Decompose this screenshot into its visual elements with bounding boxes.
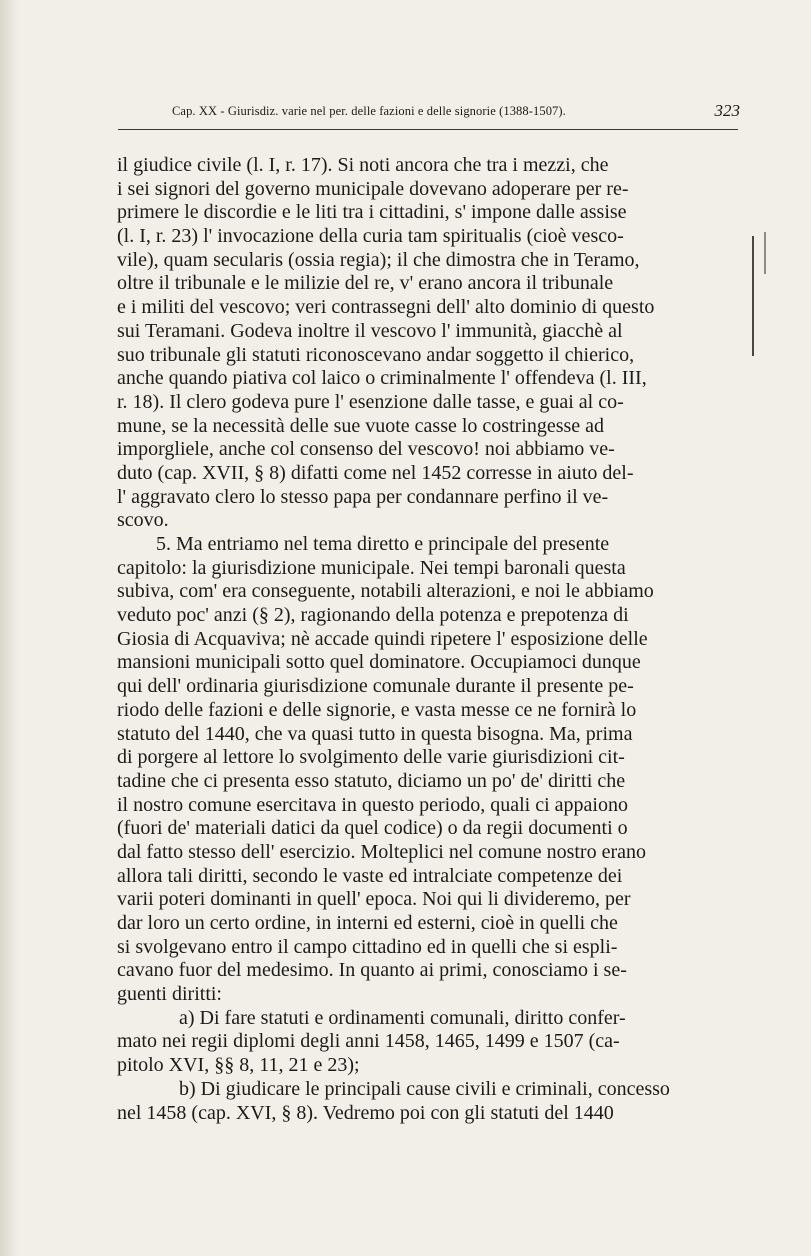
text-line: cavano fuor del medesimo. In quanto ai primi, conosciamo i se-: [117, 959, 627, 982]
text-line: oltre il tribunale e le milizie del re, v' erano ancora il tribunale: [117, 272, 614, 295]
text-line: duto (cap. XVII, § 8) difatti come nel 1452 corresse in aiuto del-: [117, 461, 634, 484]
text-line: imporgliele, anche col consenso del vescovo! noi abbiamo ve-: [117, 438, 615, 461]
text-line: riodo delle fazioni e delle signorie, e vasta messe ce ne fornirà lo: [117, 698, 637, 721]
text-line: scovo.: [117, 509, 169, 532]
text-line: mato nei regii diplomi degli anni 1458, 1465, 1499 e 1507 (ca-: [117, 1030, 620, 1053]
running-header: [172, 102, 740, 126]
text-line: veduto poc' anzi (§ 2), ragionando della potenza e prepotenza di: [117, 604, 629, 627]
text-line: subiva, com' era conseguente, notabili alterazioni, e noi le abbiamo: [117, 580, 654, 603]
text-line: mune, se la necessità delle sue vuote casse lo costringesse ad: [117, 414, 605, 437]
text-line: dal fatto stesso dell' esercizio. Molteplici nel comune nostro erano: [117, 840, 647, 863]
body-text: [117, 154, 737, 1125]
text-line: sui Teramani. Godeva inoltre il vescovo l' immunità, giacchè al: [117, 319, 623, 342]
text-line: il giudice civile (l. I, r. 17). Si noti ancora che tra i mezzi, che: [117, 154, 609, 176]
list-item-start-line: a) Di fare statuti e ordinamenti comunali, diritto confer-: [179, 1006, 626, 1029]
text-line: tadine che ci presenta esso statuto, diciamo un po' de' diritti che: [117, 769, 626, 792]
text-line: varii poteri dominanti in quell' epoca. Noi qui li divideremo, per: [117, 888, 631, 911]
text-line: guenti diritti:: [117, 983, 222, 1006]
paragraph-start-line: 5. Ma entriamo nel tema diretto e principale del presente: [156, 533, 610, 555]
text-line: (l. I, r. 23) l' invocazione della curia tam spiritualis (cioè vesco-: [117, 225, 624, 248]
text-line: capitolo: la giurisdizione municipale. Nei tempi baronali questa: [117, 556, 626, 579]
text-line: si svolgevano entro il campo cittadino ed in quelli che si espli-: [117, 935, 618, 958]
text-line: l' aggravato clero lo stesso papa per condannare perfino il ve-: [117, 485, 609, 508]
page-gutter-shadow: [0, 0, 18, 1256]
text-line: anche quando piativa col laico o criminalmente l' offendeva (l. III,: [117, 367, 647, 390]
text-line: e i militi del vescovo; veri contrassegni dell' alto dominio di questo: [117, 296, 655, 319]
text-line: r. 18). Il clero godeva pure l' esenzione dalle tasse, e guai al co-: [117, 390, 624, 413]
list-item-start-line: b) Di giudicare le principali cause civili e criminali, concesso: [179, 1077, 670, 1100]
header-rule: [118, 129, 738, 130]
text-line: vile), quam secularis (ossia regia); il che dimostra che in Teramo,: [117, 248, 640, 271]
text-line: pitolo XVI, §§ 8, 11, 21 e 23);: [117, 1054, 360, 1077]
text-line: qui dell' ordinaria giurisdizione comunale durante il presente pe-: [117, 675, 634, 698]
text-line: i sei signori del governo municipale dovevano adoperare per re-: [117, 177, 629, 200]
text-line: statuto del 1440, che va quasi tutto in questa bisogna. Ma, prima: [117, 722, 633, 745]
text-line: (fuori de' materiali datici da quel codice) o da regii documenti o: [117, 817, 628, 840]
text-line: allora tali diritti, secondo le vaste ed intralciate competenze dei: [117, 864, 623, 887]
page-number: 323: [714, 101, 740, 120]
text-line: mansioni municipali sotto quel dominatore. Occupiamoci dunque: [117, 651, 641, 674]
text-line: nel 1458 (cap. XVI, § 8). Vedremo poi con gli statuti del 1440: [117, 1101, 614, 1124]
margin-pencil-mark: [752, 236, 754, 356]
text-line: Giosia di Acquaviva; nè accade quindi ripetere l' esposizione delle: [117, 627, 648, 650]
text-line: di porgere al lettore lo svolgimento delle varie giurisdizioni cit-: [117, 746, 625, 769]
running-header-title: Cap. XX - Giurisdiz. varie nel per. delle fazioni e delle signorie (1388-1507).: [172, 104, 566, 118]
text-line: suo tribunale gli statuti riconoscevano andar soggetto il chierico,: [117, 343, 635, 366]
text-line: dar loro un certo ordine, in interni ed esterni, cioè in quelli che: [117, 912, 618, 934]
text-line: il nostro comune esercitava in questo periodo, quali ci appaiono: [117, 793, 628, 816]
margin-pencil-mark: [764, 232, 766, 274]
text-line: primere le discordie e le liti tra i cittadini, s' impone dalle assise: [117, 201, 627, 224]
